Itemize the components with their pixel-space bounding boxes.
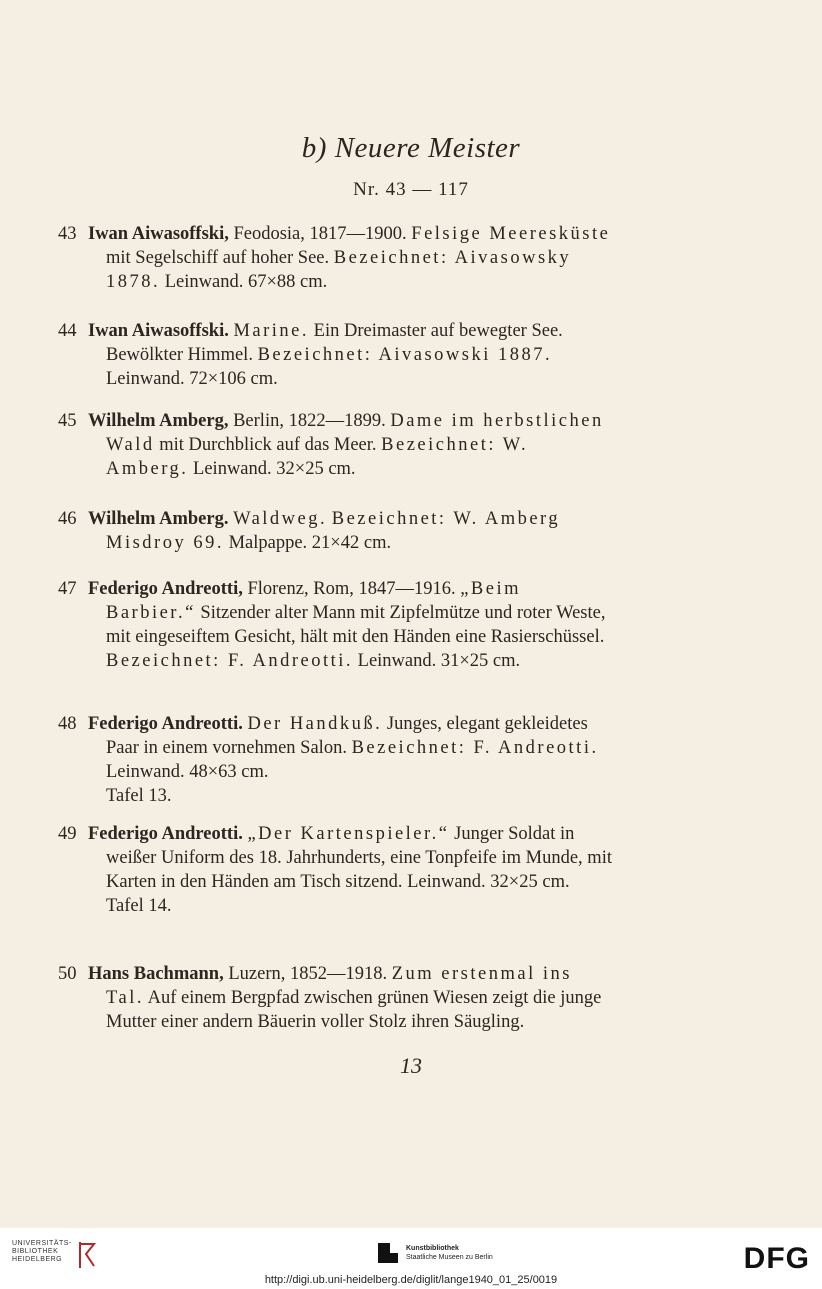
entry-text-part: Malpappe. 21×42 cm. bbox=[223, 533, 392, 553]
entry-text-part: Luzern, 1852—1918. bbox=[223, 964, 392, 984]
entry-text-part: Sitzender alter Mann mit Zipfelmütze und roter Weste, mit eingeseiftem Gesicht, hält mit den Händen eine Rasierschüssel. bbox=[106, 603, 606, 647]
ub-line: BIBLIOTHEK bbox=[12, 1248, 59, 1255]
artist-name: Federigo Andreotti. bbox=[88, 714, 243, 734]
artist-name: Iwan Aiwasoffski. bbox=[88, 321, 229, 341]
entry-title: Der Handkuß. bbox=[247, 714, 383, 734]
entry-number: 43 bbox=[58, 224, 77, 244]
entry-text-part: Junges, elegant gekleidetes Paar in einem vornehmen Salon. bbox=[106, 714, 588, 758]
kunstbibliothek-icon bbox=[376, 1241, 400, 1265]
catalog-entry bbox=[58, 507, 614, 555]
entry-title: Marine. bbox=[233, 321, 310, 341]
entry-text-part: Ein Dreimaster auf bewegter See. Bewölkter Himmel. bbox=[106, 321, 563, 365]
entry-text bbox=[88, 962, 614, 1034]
entry-text-part: Berlin, 1822—1899. bbox=[228, 411, 391, 431]
catalog-entry bbox=[58, 319, 614, 391]
ub-mark-icon bbox=[76, 1240, 98, 1270]
entry-title: Dame im herbstlichen Wald bbox=[106, 411, 604, 455]
entry-text-part: Auf einem Bergpfad zwischen grünen Wiesen zeigt die junge Mutter einer andern Bäuerin voller Stolz ihren Säugling. bbox=[106, 988, 602, 1032]
source-url-link[interactable]: http://digi.ub.uni-heidelberg.de/diglit/lange1940_01_25/0019 bbox=[264, 1274, 558, 1286]
ub-line: UNIVERSITÄTS- bbox=[12, 1240, 72, 1247]
entry-number: 48 bbox=[58, 714, 77, 734]
catalog-range: Nr. 43 — 117 bbox=[353, 179, 469, 200]
entry-text bbox=[88, 577, 614, 673]
entry-text-part: Leinwand. 32×25 cm. bbox=[188, 459, 356, 479]
entry-number: 50 bbox=[58, 964, 77, 984]
ub-heidelberg-text bbox=[12, 1240, 72, 1264]
entry-number: 45 bbox=[58, 411, 77, 431]
entry-text-part: Feodosia, 1817—1900. bbox=[228, 224, 412, 244]
entry-signature: Bezeichnet: Aivasowski 1887. bbox=[257, 345, 553, 365]
entry-text bbox=[88, 319, 614, 391]
entry-signature: Bezeichnet: W. Amberg. bbox=[106, 435, 529, 479]
entry-number: 44 bbox=[58, 321, 77, 341]
artist-name: Federigo Andreotti, bbox=[88, 579, 243, 599]
entry-number: 46 bbox=[58, 509, 77, 529]
entry-signature: Bezeichnet: F. Andreotti. bbox=[106, 651, 354, 671]
entry-signature: Bezeichnet: F. Andreotti. bbox=[351, 738, 599, 758]
entry-title: „Beim Barbier.“ bbox=[106, 579, 522, 623]
entry-text-part: mit Segelschiff auf hoher See. bbox=[106, 248, 334, 268]
entry-number: 47 bbox=[58, 579, 77, 599]
entry-text bbox=[88, 409, 614, 481]
entry-title: „Der Kartenspieler.“ bbox=[247, 824, 450, 844]
catalog-entry bbox=[58, 222, 614, 294]
entry-text-part: Leinwand. 67×88 cm. bbox=[160, 272, 328, 292]
entry-text bbox=[88, 822, 614, 894]
section-title: b) Neuere Meister bbox=[301, 132, 521, 164]
entry-text bbox=[88, 712, 614, 784]
dfg-logo[interactable]: DFG bbox=[743, 1242, 810, 1275]
kunstbibliothek-subtitle: Staatliche Museen zu Berlin bbox=[406, 1254, 493, 1261]
entry-text bbox=[88, 507, 614, 555]
catalog-entry bbox=[58, 577, 614, 673]
entry-text-part: Florenz, Rom, 1847—1916. bbox=[242, 579, 461, 599]
entry-number: 49 bbox=[58, 824, 77, 844]
entry-title: Felsige Meeresküste bbox=[411, 224, 611, 244]
entry-signature: Bezeichnet: Aivasowsky 1878. bbox=[106, 248, 572, 292]
catalog-entry bbox=[58, 712, 614, 808]
entry-text-part: Junger Soldat in weißer Uniform des 18. Jahrhunderts, eine Tonpfeife im Munde, mit Karten in den Händen am Tisch sitzend. Leinwand. 32×25 cm. bbox=[106, 824, 612, 892]
kunstbibliothek-logo[interactable] bbox=[376, 1241, 493, 1265]
entry-text bbox=[88, 222, 614, 294]
entry-signature: Bezeichnet: W. Amberg Misdroy 69. bbox=[106, 509, 561, 553]
entry-text-part: Leinwand. 31×25 cm. bbox=[353, 651, 521, 671]
plate-reference: Tafel 13. bbox=[106, 786, 172, 806]
digitization-footer bbox=[0, 1228, 822, 1289]
entry-title: Zum erstenmal ins Tal. bbox=[106, 964, 572, 1008]
catalog-entry bbox=[58, 962, 614, 1034]
entry-text-part: Leinwand. 48×63 cm. bbox=[106, 762, 269, 782]
artist-name: Iwan Aiwasoffski, bbox=[88, 224, 229, 244]
kunstbibliothek-text bbox=[406, 1244, 493, 1262]
ub-line: HEIDELBERG bbox=[12, 1256, 63, 1263]
entry-text-part: Leinwand. 72×106 cm. bbox=[106, 369, 278, 389]
ub-heidelberg-logo[interactable] bbox=[12, 1240, 98, 1270]
catalog-entry bbox=[58, 822, 614, 918]
kunstbibliothek-title: Kunstbibliothek bbox=[406, 1245, 459, 1252]
plate-reference: Tafel 14. bbox=[106, 896, 172, 916]
entry-text-part: mit Durchblick auf das Meer. bbox=[154, 435, 382, 455]
artist-name: Federigo Andreotti. bbox=[88, 824, 243, 844]
page-number: 13 bbox=[400, 1053, 422, 1078]
entry-title: Waldweg. bbox=[233, 509, 328, 529]
artist-name: Wilhelm Amberg, bbox=[88, 411, 229, 431]
artist-name: Wilhelm Amberg. bbox=[88, 509, 229, 529]
artist-name: Hans Bachmann, bbox=[88, 964, 224, 984]
catalog-entry bbox=[58, 409, 614, 481]
